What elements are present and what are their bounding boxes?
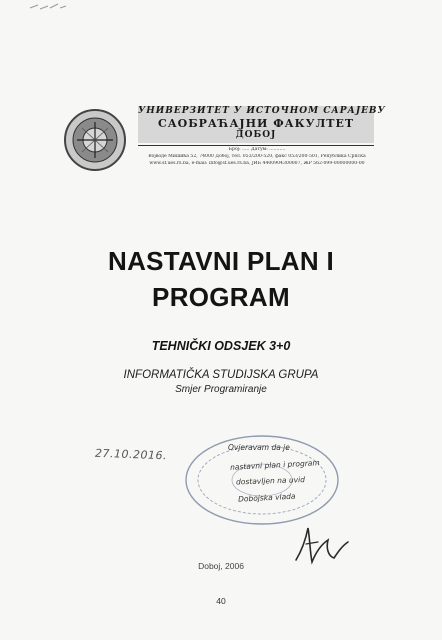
- handwritten-note-line: Dobojska vlada: [237, 491, 296, 504]
- handwritten-note-line: Ovjeravam da je: [228, 443, 290, 452]
- university-name: УНИВЕРЗИТЕТ У ИСТОЧНОМ САРАЈЕВУ: [138, 106, 386, 116]
- handwritten-note-line: dostavljen na uvid: [235, 475, 306, 487]
- letterhead: [60, 102, 386, 174]
- document-title-line-2: PROGRAM: [152, 282, 290, 312]
- handwritten-note-line: nastavni plan i program: [229, 458, 320, 472]
- letterhead-divider: [138, 145, 374, 146]
- study-group-heading: INFORMATIČKA STUDIJSKA GRUPA: [123, 369, 319, 381]
- handwritten-certification-notes: [228, 443, 378, 507]
- letterhead-ref-line: Број: ..... Датум: ...........: [228, 147, 286, 152]
- handwritten-signature: [288, 522, 358, 566]
- department-heading: TEHNIČKI ODSJEK 3+0: [151, 339, 291, 353]
- study-direction: Smjer Programiranje: [175, 384, 267, 395]
- place-and-year: Doboj, 2006: [198, 561, 244, 571]
- letterhead-contact-line: www.sf.ues.rs.ba, e-mail: info@sf.ues.rs.ba, ЈИБ 4400904300007, ЖР 562-099-00000000-00: [149, 161, 365, 166]
- faculty-city: ДОБОЈ: [235, 130, 277, 140]
- letterhead-address-line: Војводе Мишића 52, 74000 Добој, тел. 053/200-520, факс 053/200-501, Рeпублика Српска: [148, 154, 366, 159]
- faculty-name: САОБРАЋАЈНИ ФАКУЛТЕТ: [157, 117, 355, 130]
- handwritten-date: 27.10.2016.: [94, 446, 168, 463]
- page-number: 40: [216, 596, 226, 606]
- scan-artifact-mark: [28, 2, 68, 12]
- document-title-line-1: NASTAVNI PLAN I: [108, 246, 334, 276]
- faculty-seal-logo: [60, 108, 130, 172]
